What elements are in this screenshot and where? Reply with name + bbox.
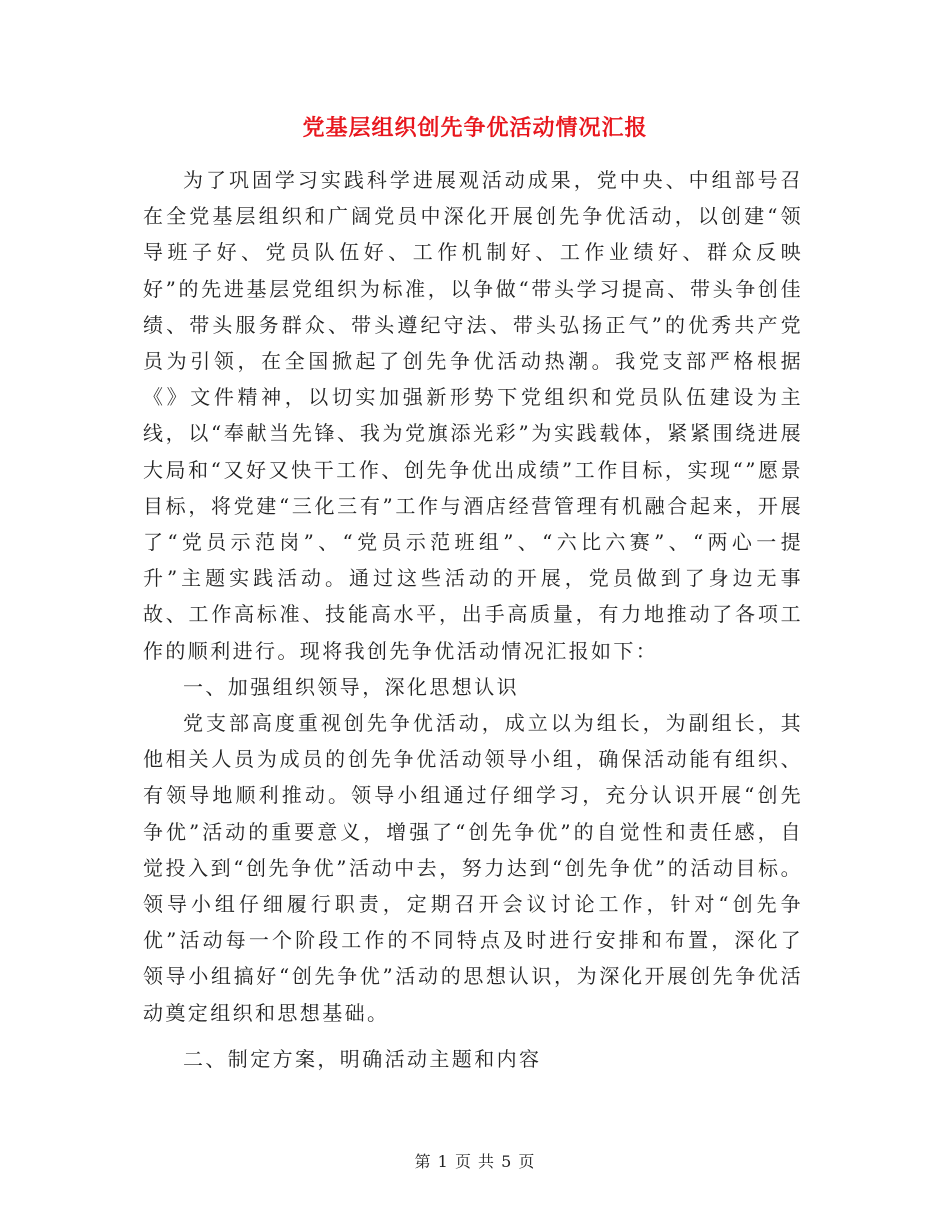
section-heading-2: 二、制定方案，明确活动主题和内容 xyxy=(183,1046,542,1071)
document-body xyxy=(143,162,803,1077)
document-title: 党基层组织创先争优活动情况汇报 xyxy=(302,115,648,141)
intro-paragraph: 为了巩固学习实践科学进展观活动成果，党中央、中组部号召在全党基层组织和广阔党员中深化开展创先争优活动，以创建“领导班子好、党员队伍好、工作机制好、工作业绩好、群众反映好”的先进基层党组织为标准，以争做“带头学习提高、带头争创佳绩、带头服务群众、带头遵纪守法、带头弘扬正气”的优秀共产党员为引领，在全国掀起了创先争优活动热潮。我党支部严格根据《》文件精神，以切实加强新形势下党组织和党员队伍建设为主线，以“奉献当先锋、我为党旗添光彩”为实践载体，紧紧围绕进展大局和“又好又快干工作、创先争优出成绩”工作目标，实现“”愿景目标，将党建“三化三有”工作与酒店经营管理有机融合起来，开展了“党员示范岗”、“党员示范班组”、“六比六赛”、“两心一提升”主题实践活动。通过这些活动的开展，党员做到了身边无事故、工作高标准、技能高水平，出手高质量，有力地推动了各项工作的顺利进行。现将我创先争优活动情况汇报如下： xyxy=(143,168,803,663)
page-number-footer: 第 1 页 共 5 页 xyxy=(414,1152,536,1171)
section-heading-1: 一、加强组织领导，深化思想认识 xyxy=(183,674,519,699)
section-1-paragraph: 党支部高度重视创先争优活动，成立以为组长，为副组长，其他相关人员为成员的创先争优活动领导小组，确保活动能有组织、有领导地顺利推动。领导小组通过仔细学习，充分认识开展“创先争优”活动的重要意义，增强了“创先争优”的自觉性和责任感，自觉投入到“创先争优”活动中去，努力达到“创先争优”的活动目标。领导小组仔细履行职责，定期召开会议讨论工作，针对“创先争优”活动每一个阶段工作的不同特点及时进行安排和布置，深化了领导小组搞好“创先争优”活动的思想认识，为深化开展创先争优活动奠定组织和思想基础。 xyxy=(143,711,803,1025)
